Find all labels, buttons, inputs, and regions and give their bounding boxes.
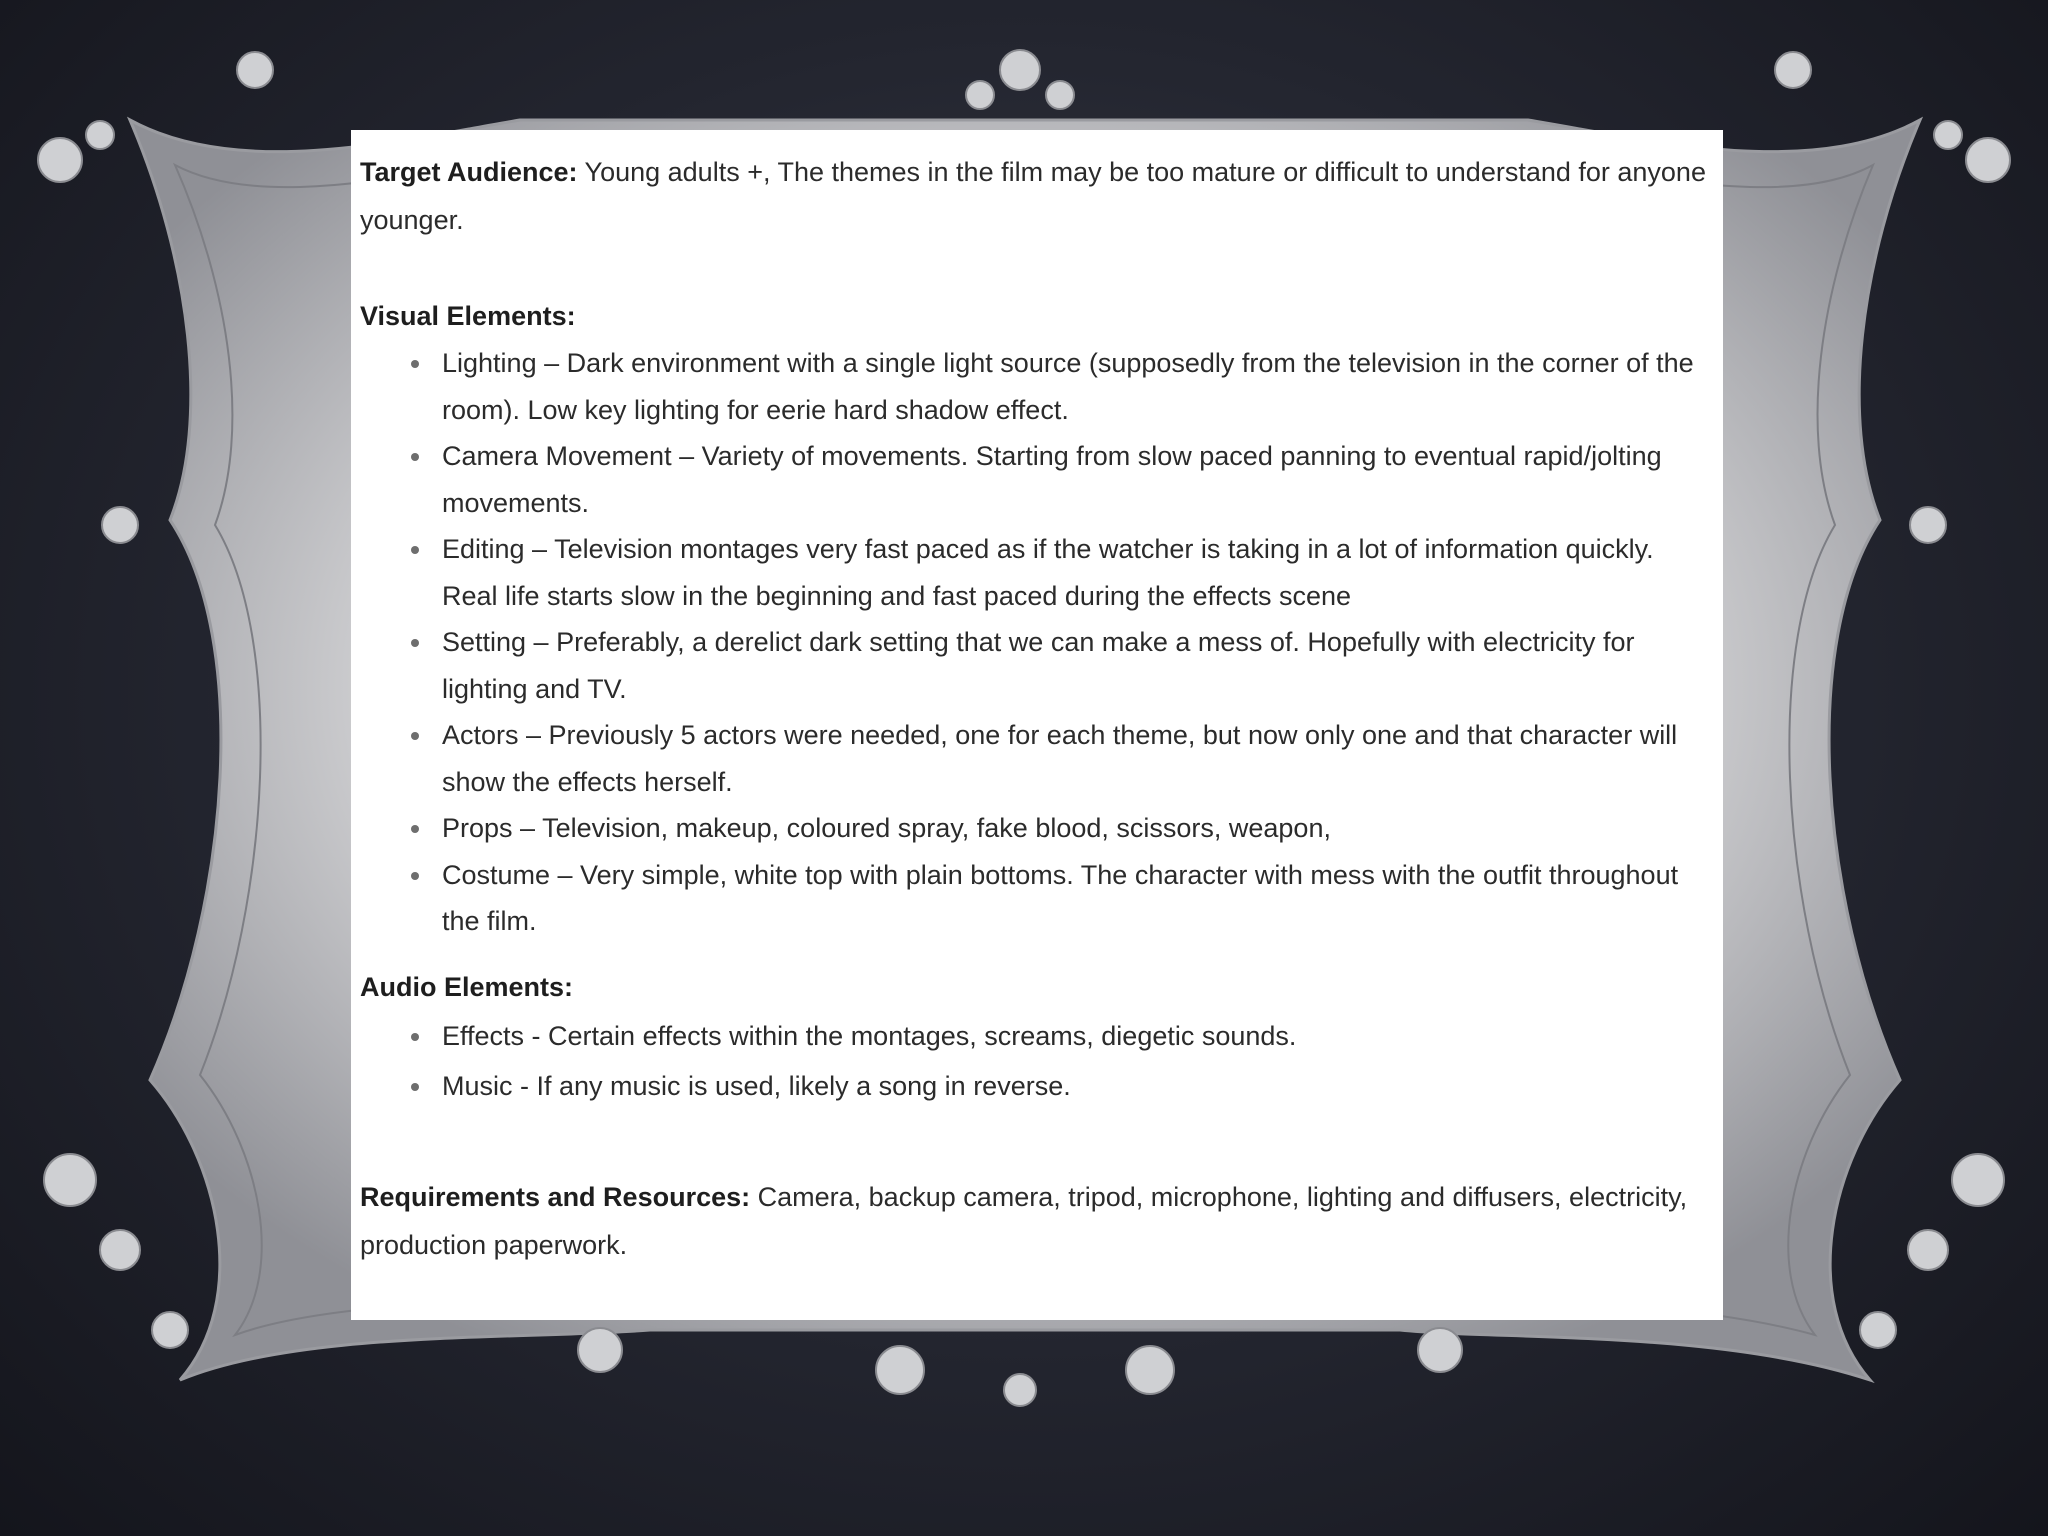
list-item: Camera Movement – Variety of movements. Starting from slow paced panning to eventual rapid/jolting movements. xyxy=(442,433,1713,526)
visual-elements-list xyxy=(360,340,1713,945)
audio-elements-list xyxy=(360,1011,1713,1111)
list-item: Effects - Certain effects within the montages, screams, diegetic sounds. xyxy=(442,1011,1713,1061)
list-item: Music - If any music is used, likely a song in reverse. xyxy=(442,1061,1713,1111)
list-item: Costume – Very simple, white top with plain bottoms. The character with mess with the outfit throughout the film. xyxy=(442,852,1713,945)
target-audience-paragraph xyxy=(360,148,1713,244)
list-item: Actors – Previously 5 actors were needed, one for each theme, but now only one and that character will show the effects herself. xyxy=(442,712,1713,805)
requirements-label: Requirements and Resources: xyxy=(360,1181,751,1212)
list-item: Setting – Preferably, a derelict dark setting that we can make a mess of. Hopefully with electricity for lighting and TV. xyxy=(442,619,1713,712)
document-panel xyxy=(351,130,1723,1320)
list-item: Lighting – Dark environment with a single light source (supposedly from the television in the corner of the room). Low key lighting for eerie hard shadow effect. xyxy=(442,340,1713,433)
target-audience-label: Target Audience: xyxy=(360,157,578,187)
list-item: Props – Television, makeup, coloured spray, fake blood, scissors, weapon, xyxy=(442,805,1713,852)
list-item: Editing – Television montages very fast paced as if the watcher is taking in a lot of information quickly. Real life starts slow in the beginning and fast paced during the effects scene xyxy=(442,526,1713,619)
target-audience-text: Young adults +, The themes in the film may be too mature or difficult to understand for anyone younger. xyxy=(360,157,1706,235)
requirements-paragraph xyxy=(360,1173,1713,1269)
requirements-text: Camera, backup camera, tripod, microphone, lighting and diffusers, electricity, production paperwork. xyxy=(360,1181,1688,1260)
visual-elements-heading: Visual Elements: xyxy=(360,301,576,331)
audio-elements-heading: Audio Elements: xyxy=(360,971,574,1002)
